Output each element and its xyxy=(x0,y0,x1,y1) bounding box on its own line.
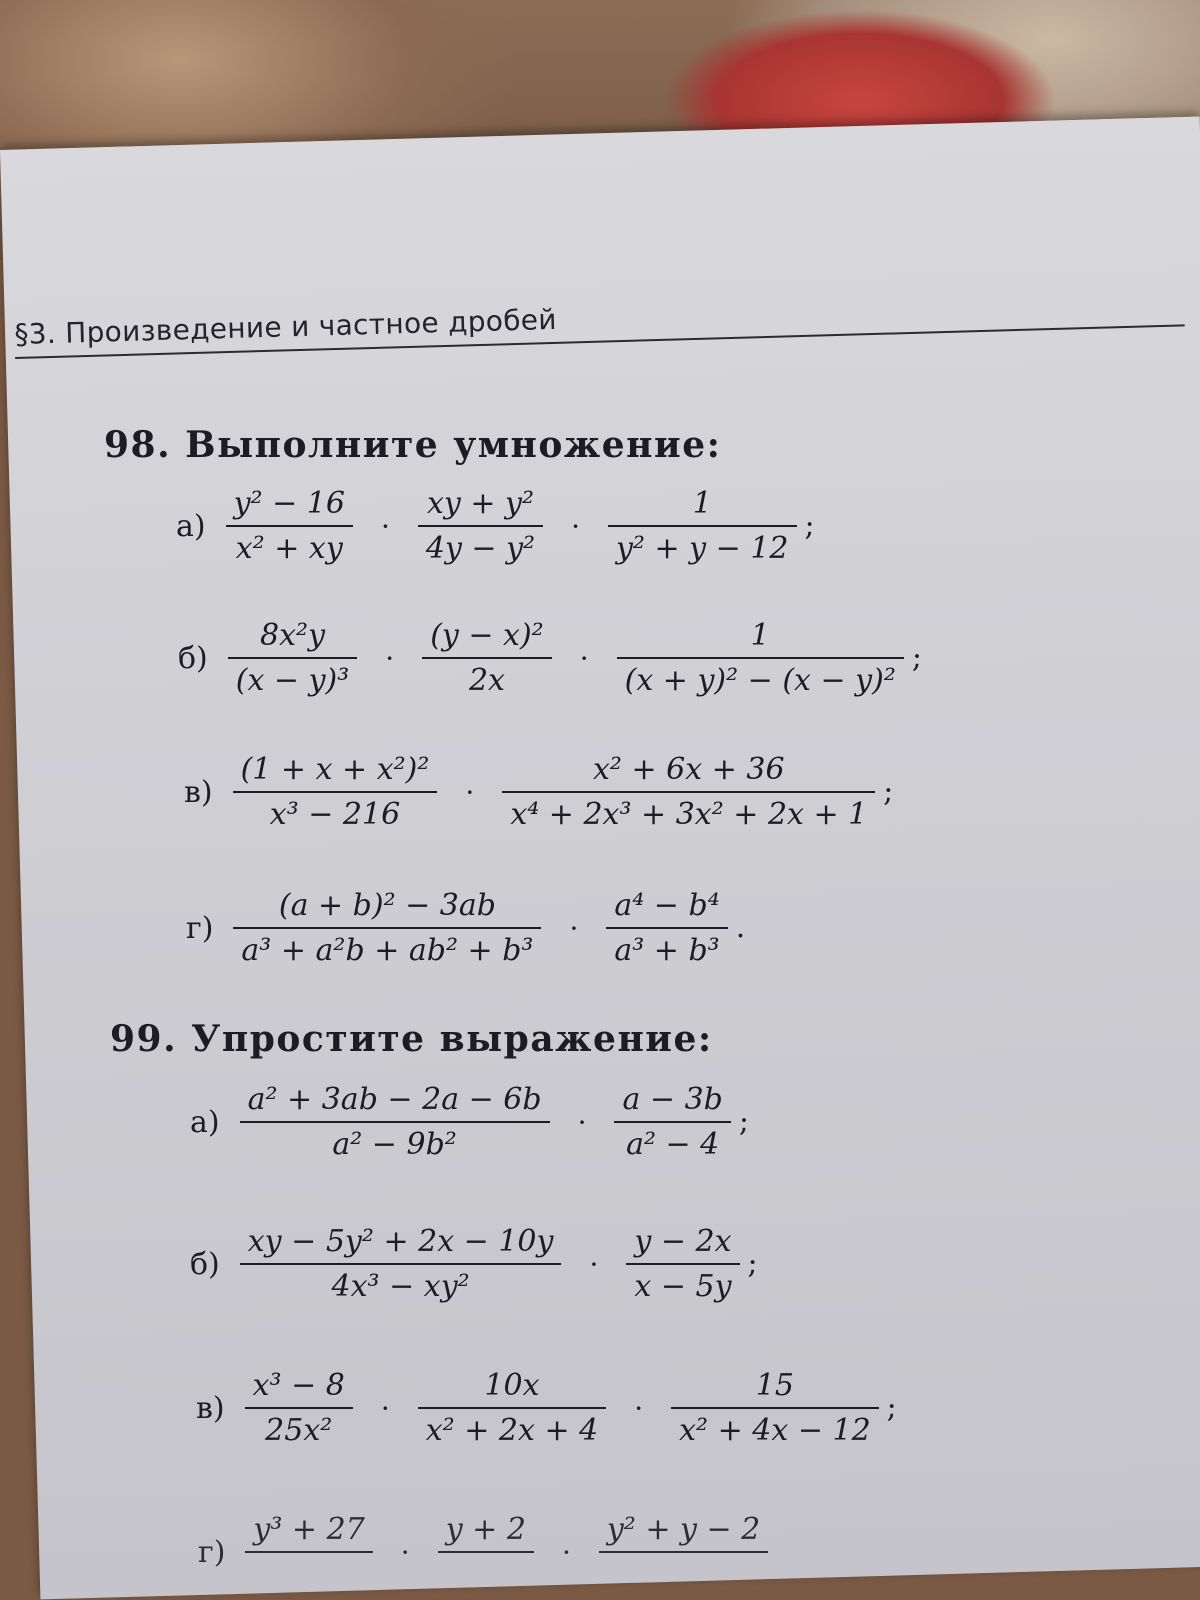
denominator: a² − 9b² xyxy=(240,1121,550,1162)
fraction xyxy=(606,888,727,968)
fraction xyxy=(240,1082,550,1162)
numerator: (a + b)² − 3ab xyxy=(278,888,496,923)
denominator: x³ − 216 xyxy=(233,791,438,832)
multiply-dot: · xyxy=(380,509,390,543)
denominator: a³ + a²b + ab² + b³ xyxy=(233,927,541,968)
task-99-v xyxy=(196,1368,897,1448)
punctuation: ; xyxy=(886,1390,897,1425)
fraction xyxy=(245,1512,372,1592)
denominator: x² + xy xyxy=(226,525,353,566)
fraction xyxy=(245,1368,353,1448)
fraction xyxy=(608,486,797,566)
fraction xyxy=(599,1512,768,1592)
numerator: xy + y² xyxy=(426,486,534,521)
fraction xyxy=(502,752,875,832)
numerator: a² + 3ab − 2a − 6b xyxy=(247,1082,542,1117)
multiply-dot: · xyxy=(561,1535,571,1569)
multiply-dot: · xyxy=(400,1535,410,1569)
item-label: б) xyxy=(178,640,208,676)
denominator: a³ + b³ xyxy=(606,927,727,968)
denominator: x⁴ + 2x³ + 3x² + 2x + 1 xyxy=(502,791,875,832)
numerator: (y − x)² xyxy=(430,618,544,653)
numerator: 1 xyxy=(750,618,770,653)
numerator: x³ − 8 xyxy=(252,1368,345,1403)
numerator: (1 + x + x²)² xyxy=(240,752,430,787)
multiply-dot: · xyxy=(589,1247,599,1281)
item-label: б) xyxy=(190,1246,220,1282)
denominator xyxy=(245,1551,372,1592)
numerator: xy − 5y² + 2x − 10y xyxy=(247,1224,554,1259)
denominator: (x + y)² − (x − y)² xyxy=(617,657,904,698)
multiply-dot: · xyxy=(465,775,475,809)
numerator: y − 2x xyxy=(634,1224,732,1259)
punctuation: ; xyxy=(738,1104,749,1139)
task-98-a xyxy=(176,486,815,566)
multiply-dot: · xyxy=(380,1391,390,1425)
section-header xyxy=(14,285,1185,359)
punctuation: . xyxy=(735,910,746,945)
fraction xyxy=(233,888,541,968)
multiply-dot: · xyxy=(579,641,589,675)
task-99-title: 99. Упростите выражение: xyxy=(110,1018,713,1060)
multiply-dot: · xyxy=(634,1391,644,1425)
fraction xyxy=(418,1368,606,1448)
fraction xyxy=(614,1082,730,1162)
task-98-title: 98. Выполните умножение: xyxy=(104,424,722,466)
fraction xyxy=(626,1224,739,1304)
numerator: 1 xyxy=(692,486,712,521)
item-label: а) xyxy=(176,508,206,544)
fraction xyxy=(617,618,904,698)
denominator: (x − y)³ xyxy=(228,657,358,698)
numerator: y³ + 27 xyxy=(253,1512,365,1547)
item-label: в) xyxy=(184,774,213,810)
numerator: 8x²y xyxy=(260,618,326,653)
punctuation: ; xyxy=(747,1246,758,1281)
denominator: 4x³ − xy² xyxy=(240,1263,562,1304)
numerator: x² + 6x + 36 xyxy=(593,752,785,787)
numerator: y² − 16 xyxy=(233,486,345,521)
task-99-a xyxy=(190,1082,749,1162)
punctuation: ; xyxy=(804,508,815,543)
denominator: 4y − y² xyxy=(418,525,543,566)
fraction xyxy=(240,1224,562,1304)
multiply-dot: · xyxy=(577,1105,587,1139)
item-label: г) xyxy=(198,1534,226,1570)
numerator: a − 3b xyxy=(622,1082,723,1117)
fraction xyxy=(422,618,552,698)
denominator xyxy=(438,1551,534,1592)
denominator: x² + 2x + 4 xyxy=(418,1407,606,1448)
fraction xyxy=(228,618,358,698)
fraction xyxy=(233,752,438,832)
task-98-b xyxy=(178,618,922,698)
fraction xyxy=(671,1368,879,1448)
denominator: 25x² xyxy=(245,1407,353,1448)
task-99-g xyxy=(198,1512,774,1592)
numerator: y + 2 xyxy=(445,1512,526,1547)
denominator: x − 5y xyxy=(626,1263,739,1304)
fraction xyxy=(438,1512,534,1592)
multiply-dot: · xyxy=(569,911,579,945)
punctuation: ; xyxy=(883,774,894,809)
numerator: a⁴ − b⁴ xyxy=(614,888,720,923)
denominator: y² + y − 12 xyxy=(608,525,797,566)
denominator: x² + 4x − 12 xyxy=(671,1407,879,1448)
denominator xyxy=(599,1551,768,1592)
item-label: а) xyxy=(190,1104,220,1140)
denominator: 2x xyxy=(422,657,552,698)
numerator: 15 xyxy=(755,1368,794,1403)
numerator: 10x xyxy=(484,1368,540,1403)
task-98-g xyxy=(186,888,745,968)
section-title: §3. Произведение и частное дробей xyxy=(14,302,558,351)
multiply-dot: · xyxy=(385,641,395,675)
multiply-dot: · xyxy=(571,509,580,543)
punctuation: ; xyxy=(911,640,922,675)
fraction xyxy=(226,486,353,566)
numerator: y² + y − 2 xyxy=(606,1512,761,1547)
task-99-b xyxy=(190,1224,758,1304)
denominator: a² − 4 xyxy=(614,1121,730,1162)
fraction xyxy=(418,486,543,566)
task-98-v xyxy=(184,752,893,832)
item-label: в) xyxy=(196,1390,225,1426)
item-label: г) xyxy=(186,910,214,946)
